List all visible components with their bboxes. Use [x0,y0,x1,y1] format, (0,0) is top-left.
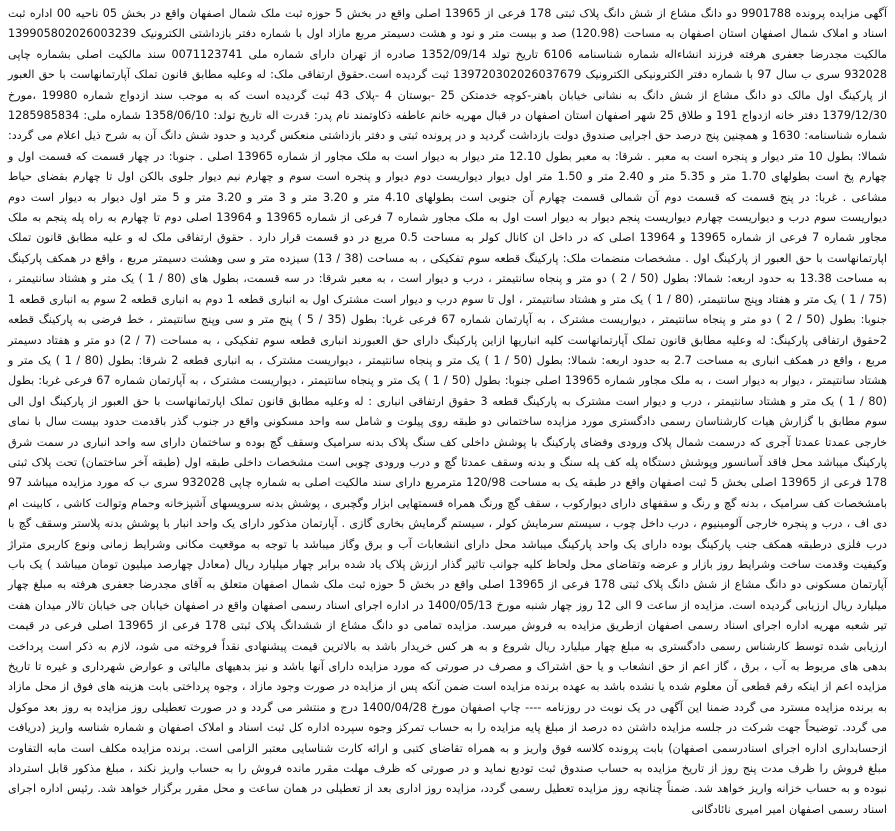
auction-notice-text: آگهی مزایده پرونده 9901788 دو دانگ مشاع از شش دانگ پلاک ثبتی 178 فرعی از 13965 اصلی واقع در بخش 5 حوزه ثبت ملک شمال اصفهان واقع در بخش 05 ناحیه 00 اداره ثبت اسناد و املاک شمال اصفهان استان اصفهان به مساحت (120.98) صد و بیست متر و نود و هشت دسیمتر مربع مازاد اول با شماره دفتر بازداشتی الکترونیک 139905802026003239 مالکیت مجدرضا جعفری هرفته فرزند انشاءاله شماره شناسنامه 6106 تاریخ تولد 1352/09/14 صادره از تهران دارای شماره ملی 0071123741 سند مالکیت اصلی بشماره چاپی 932028 سری ب سال 97 با شماره دفتر الکترونیکی الکترونیک 139720302026037679 ثبت گردیده است.حقوق ارتفاقی ملک: له وعلیه مطابق قانون تملک آپارتمانهاست با حق العبور از پارکینگ اول مالک دو دانگ مشاع از شش دانگ به نشانی خیابان باهنر-کوچه خدمتکن 25 -بوستان 4 -پلاک 43 ثبت گردیده است که به موجب سند ازدواج شماره 19980 ،مورخ 1379/12/30 دفتر خانه ازدواج 191 و طلاق 25 شهر اصفهان استان اصفهان در قبال مهریه خانم عاطفه ذکاوتمند نام پدر: قدرت اله تاریخ تولد: 1358/06/10 شماره ملی: 1285985834 شماره شناسنامه: 1630 و همچنین پنج درصد حق اجرایی صندوق دولت بازداشت گردید و در پرونده ثبتی و دفتر بازداشتی منعکس گردید و حدود شش دانگ آن به شرح ذیل اعلام می گردد: شمالا: بطول 10 متر دیوار و پنجره است به معبر . شرقا: به معبر بطول 12.10 متر دیوار به دیوار است به ملک مجاور از شماره 13965 اصلی . جنوبا: در چهار قسمت که قسمت اول و چهارم پخ است بطولهای 1.70 متر و 5.35 متر و 2.40 متر و 1.50 متر اول دیوار دیواریست دوم دیوار و پنجره است سوم و چهارم نیم دیوار جلوی بالکن اول تا چهارم بفضای حیاط مشاعی . غربا: در پنج قسمت که قسمت دوم آن شمالی قسمت چهارم آن جنوبی است بطولهای 4.10 متر و 3.20 متر و 3 متر و 3.20 متر و 5 متر اول دیوار به دیوار است دوم دیواریست سوم درب و دیواریست چهارم دیواریست پنجم دیوار به دیوار است اول به ملک مجاور شماره 7 فرعی از شماره 13965 و 13964 اصلی دوم تا چهارم به راه پله پنجم به ملک مجاور شماره 7 فرعی از شماره 13965 و 13964 اصلی که در داخل ان کانال کولر به مساحت 0.5 مربع در دو قسمت قرار دارد . حقوق ارتفاقی ملک له و علیه مطابق قانون تملک اپارتمانهاست با حق العبور از پارکینگ اول . مشخصات منضمات ملک: پارکینگ قطعه سوم تفکیکی ، به مساحت (38 / 13) سیزده متر و سی وهشت دسیمتر مربع ، واقع در همکف پارکینگ به مساحت 13.38 به حدود اربعه: شمالا: بطول (50 / 2 ) دو متر و پنجاه سانتیمتر ، درب و دیوار است ، به معبر شرقا: در سه قسمت، بطول های (80 / 1 ) یک متر و هشتاد سانتیمتر ، (75 / 1 ) یک متر و هفتاد وپنج سانتیمتر، (80 / 1 ) یک متر و هشتاد سانتیمتر ، اول تا سوم درب و دیوار است مشترک اول به انباری قطعه 1 دوم به انباری قطعه 2 سوم به انباری قطعه 1 جنوبا: بطول (50 / 2 ) دو متر و پنجاه سانتیمتر ، دیواریست مشترک ، به آپارتمان شماره 67 فرعی غربا: بطول (35 / 5 ) پنج متر و سی وپنج سانتیمتر ، خط فرضی به پارکینگ قطعه 2حقوق ارتفاقی پارکینگ: له وعلیه مطابق قانون تملک آپارتمانهاست کلیه انباریها ازاین پارکینگ دارای حق العبورند انباری قطعه سوم تفکیکی ، به مساحت (7 / 2) دو متر و هفتاد دسیمتر مربع ، واقع در همکف انباری به مساحت 2.7 به حدود اربعه: شمالا: بطول (50 / 1 ) یک متر و پنجاه سانتیمتر ، دیواریست مشترک ، به انباری قطعه 2 شرقا: بطول (80 / 1 ) یک متر و هشتاد سانتیمتر ، دیوار به دیوار است ، به ملک مجاور شماره 13965 اصلی جنوبا: بطول (50 / 1 ) یک متر و پنجاه سانتیمتر ، دیواریست مشترک ، به آپارتمان شماره 67 فرعی غربا: بطول (80 / 1 ) یک متر و هشتاد سانتیمتر ، درب و دیوار است مشترک به پارکینگ قطعه 3 حقوق ارتفاقی انباری : له وعلیه مطابق قانون تملک اپارتمانهاست با حق العبور از پارکینگ اول الی سوم مطابق با گزارش هیات کارشناسان رسمی دادگستری مورد مزایده ساختمانی دو طبقه روی پیلوت و شامل سه واحد مسکونی واقع در جنوب گذر باقدمت حدود بیست سال با نمای خارجی عمدتا عمدتا آجری که درسمت شمال پلاک ورودی وفضای پارکینگ با پوشش داخلی کف سنگ پلاک بدنه سرامیک وسقف گچ بوده و ساختمان دارای سه واحد انباری در سمت شرق پارکینگ میباشد محل فاقد آسانسور وپوشش دستگاه پله کف پله سنگ و بدنه وسقف عمدتا گچ و درب ورودی چوبی است مشخصات داخلی طبقه اول (طبقه آخر ساختمان) تحت پلاک ثبتی 178 فرعی از 13965 اصلی بخش 5 ثبت اصفهان واقع در طبقه یک به مساحت 120/98 مترمربع دارای سند مالکیت اصلی به شماره چاپی 932028 سری ب که مورد مزایده میباشد 97 بامشخصات کف سرامیک ، بدنه گچ و رنگ و سقفهای دارای دیوارکوب ، سقف گچ ورنگ همراه قسمتهایی ابزار وگچبری ، پوشش بدنه سرویسهای آشپزخانه وحمام وتوالت کاشی ، کابینت ام دی اف ، درب و پنجره خارجی آلومینیوم ، درب داخل چوب ، سیستم سرمایش کولر ، سیستم گرمایش بخاری گازی . آپارتمان مذکور دارای یک واحد انبار با پوشش بدنه پلاستر وسقف گچ با درب فلزی درطبقه همکف جنب پارکینگ بوده دارای یک واحد پارکینگ میباشد محل دارای انشعابات آب و برق وگاز میباشد با توجه به موقعیت مکانی وشرایط زمانی ونوع کاربری متراژ وکیفیت وقدمت ساخت وشرایط روز بازار و عرضه وتقاضای محل ولحاظ کلیه جوانب تاثیر گذار ارزش پلاک یاد شده برابر چهار میلیارد ریال (معادل چهارصد میلیون تومان میباشد ) یک باب آپارتمان مسکونی دو دانگ مشاع از شش دانگ پلاک ثبتی 178 فرعی از 13965 اصلی واقع در بخش 5 حوزه ثبت ملک شمال اصفهان متعلق به آقای مجدرضا جعفری هرفته به مبلغ چهار میلیارد ریال ارزیابی گردیده است. مزایده از ساعت 9 الی 12 روز چهار شنبه مورخ 1400/05/13 در اداره اجرای اسناد رسمی اصفهان واقع در اصفهان خیابان جی خیابان تالار میدان هفت تیر شعبه مهریه اداره اجرای اسناد رسمی اصفهان ازطریق مزایده به فروش میرسد. مزایده تمامی دو دانگ مشاع از ششدانگ پلاک ثبتی 178 فرعی از 13965 اصلی فرعی در قیمت ارزیابی شده توسط کارشناس رسمی دادگستری به مبلغ چهار میلیارد ریال شروع و به هر کس خریدار باشد به بالاترین قیمت پیشنهادی نقداً فروخته می شود، لازم به ذکر است پرداخت بدهی های مربوط به آب ، برق ، گاز اعم از حق انشعاب و یا حق اشتراک و مصرف در صورتی که مورد مزایده دارای آنها باشد و نیز بدهیهای مالیاتی و عوارض شهرداری و غیره تا تاریخ مزایده اعم از اینکه رقم قطعی آن معلوم شده یا نشده باشد به عهده برنده مزایده است ضمن آنکه پس از مزایده در صورت وجود مازاد ، وجوه پرداختی بابت هزینه های فوق از محل مازاد به برنده مزایده مسترد می گردد ضمنا این آگهی در یک نوبت در روزنامه ---- چاپ اصفهان مورخ 1400/04/28 درج و منتشر می گردد و در صورت تعطیلی روز مزایده به روز بعد موکول می گردد. توضیحاً جهت شرکت در جلسه مزایده داشتن ده درصد از مبلغ پایه مزایده را به حساب تمرکز وجوه سپرده اداره کل ثبت اسناد و املاک اصفهان و شماره شناسه واریز (دریافت ازحسابداری اداره اجرای اسنادرسمی اصفهان) بابت پرونده کلاسه فوق واریز و به همراه تقاضای کتبی و ارائه کارت شناسایی معتبر الزامی است. برنده مزایده مکلف است مابه التفاوت مبلغ فروش را ظرف مدت پنج روز از تاریخ مزایده به حساب صندوق ثبت تودیع نماید و در صورتی که ظرف مهلت مقرر مانده فروش را به حساب واریز نکند ، مبلغ مذکور قابل استرداد نبوده و به حساب خزانه واریز خواهد شد. ضمناً چنانچه روز مزایده تعطیل رسمی گردد، مزایده روز اداری بعد از تعطیلی در همان ساعت و محل مقرر برگزار خواهد شد. رئیس اداره اجرای اسناد رسمی اصفهان امیر امیری نائادگانی [8,7,888,816]
